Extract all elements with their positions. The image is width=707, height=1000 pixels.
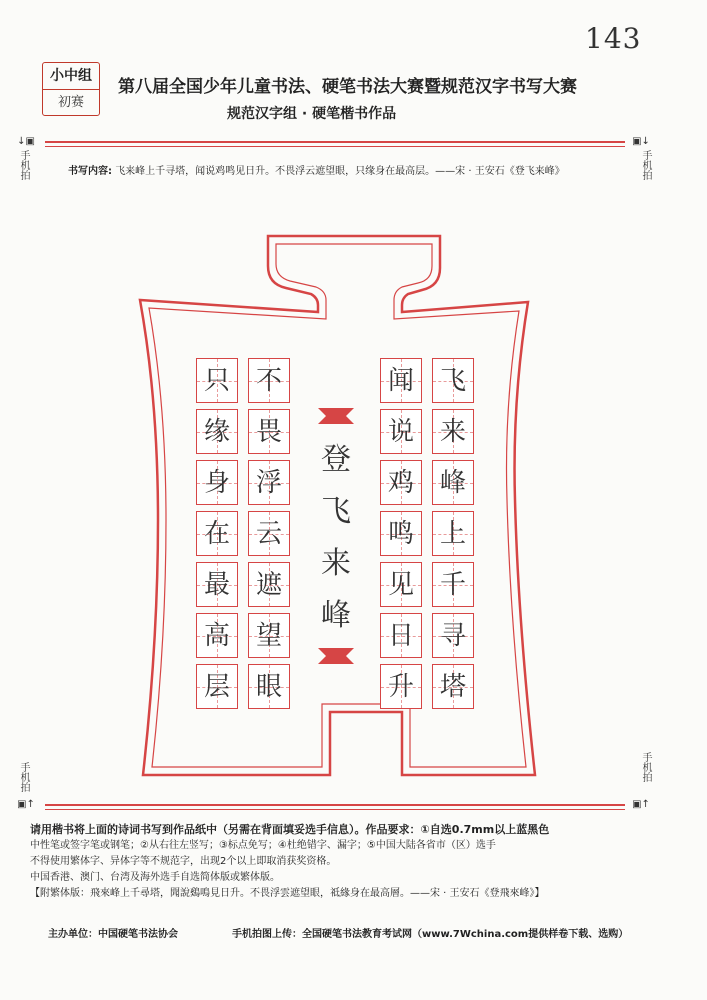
grid-cell: 日 (380, 613, 422, 658)
title-marker-bottom (318, 648, 354, 664)
grid-cell: 上 (432, 511, 474, 556)
camera-icon: ▣↑ (17, 799, 35, 810)
instructions-line: 【附繁体版：飛來峰上千尋塔，聞說鷄鳴見日升。不畏浮雲遮望眼，祗緣身在最高層。——宋 · 王安石《登飛來峰》】 (30, 888, 545, 899)
grid-cell: 缘 (196, 409, 238, 454)
upload-text: 手机拍图上传：全国硬笔书法教育考试网（www.7Wchina.com提供样卷下载、选购） (232, 929, 629, 940)
grid-cell: 升 (380, 664, 422, 709)
poem-title-char: 来 (321, 546, 351, 581)
organizer-text: 主办单位：中国硬笔书法协会 (48, 929, 178, 940)
grid-cell: 飞 (432, 358, 474, 403)
grid-cell: 身 (196, 460, 238, 505)
grid-cell: 鸣 (380, 511, 422, 556)
grid-cell: 峰 (432, 460, 474, 505)
grid-cell: 寻 (432, 613, 474, 658)
grid-cell: 来 (432, 409, 474, 454)
bottom-divider-thin (45, 809, 625, 810)
grid-cell: 浮 (248, 460, 290, 505)
page-subtitle: 规范汉字组 · 硬笔楷书作品 (227, 106, 397, 122)
grid-cell: 说 (380, 409, 422, 454)
instructions-block (30, 822, 670, 902)
group-label: 小中组 (43, 63, 99, 90)
grid-cell: 高 (196, 613, 238, 658)
grid-cell: 不 (248, 358, 290, 403)
grid-cell: 畏 (248, 409, 290, 454)
poem-title-char: 峰 (321, 598, 351, 633)
phone-hint-left-top: 手机拍 (18, 150, 29, 180)
phone-hint-left-bottom: 手机拍 (18, 762, 29, 792)
grid-cell: 望 (248, 613, 290, 658)
grid-cell: 眼 (248, 664, 290, 709)
camera-icon: ↓▣ (17, 136, 35, 147)
page-number: 143 (585, 22, 642, 55)
content-text: 飞来峰上千寻塔，闻说鸡鸣见日升。不畏浮云遮望眼，只缘身在最高层。——宋 · 王安石《登飞来峰》 (115, 166, 565, 177)
grid-cell: 层 (196, 664, 238, 709)
instructions-line: 请用楷书将上面的诗词书写到作品纸中（另需在背面填妥选手信息）。作品要求：①自选0.7mm以上蓝黑色 (30, 823, 550, 836)
instructions-line: 中性笔或签字笔或钢笔；②从右往左竖写；③标点免写；④杜绝错字、漏字；⑤中国大陆各省市（区）选手 (30, 840, 496, 851)
grid-cell: 千 (432, 562, 474, 607)
poem-title-char: 飞 (321, 494, 351, 529)
grid-cell: 见 (380, 562, 422, 607)
poem-title-char: 登 (321, 442, 351, 477)
bottom-divider (45, 804, 625, 806)
grid-cell: 只 (196, 358, 238, 403)
phone-hint-right-top: 手机拍 (640, 150, 651, 180)
page-title: 第八届全国少年儿童书法、硬笔书法大赛暨规范汉字书写大赛 (118, 77, 577, 97)
grid-cell: 云 (248, 511, 290, 556)
round-label: 初赛 (57, 95, 84, 110)
grid-cell: 鸡 (380, 460, 422, 505)
grid-cell: 塔 (432, 664, 474, 709)
phone-hint-right-bottom: 手机拍 (640, 752, 651, 782)
content-label: 书写内容: (68, 166, 112, 177)
camera-icon: ▣↓ (632, 136, 650, 147)
grid-cell: 在 (196, 511, 238, 556)
grid-cell: 遮 (248, 562, 290, 607)
camera-icon: ▣↑ (632, 799, 650, 810)
instructions-line: 不得使用繁体字、异体字等不规范字，出现2个以上即取消获奖资格。 (30, 856, 337, 867)
grid-cell: 最 (196, 562, 238, 607)
title-marker-top (318, 408, 354, 424)
grid-cell: 闻 (380, 358, 422, 403)
instructions-line: 中国香港、澳门、台湾及海外选手自选简体版或繁体版。 (30, 872, 280, 883)
